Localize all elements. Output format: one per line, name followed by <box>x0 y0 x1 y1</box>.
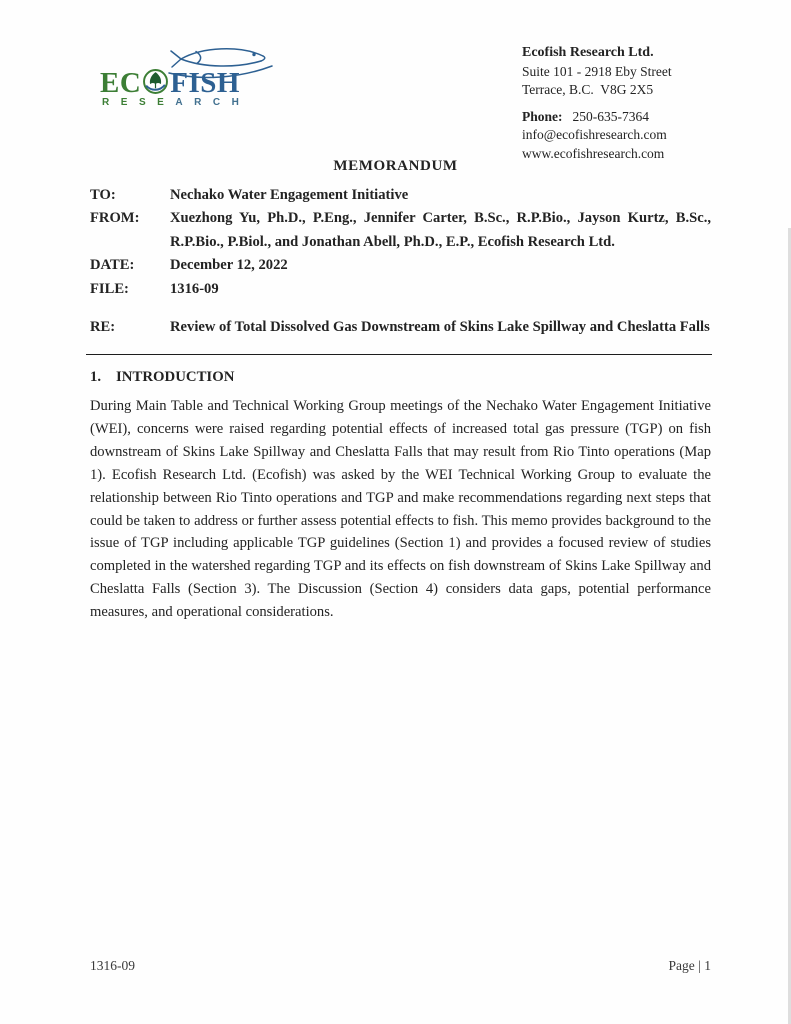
body-paragraph: During Main Table and Technical Working Group meetings of the Nechako Water Engagement Initiative (WEI), concerns were raised regarding potential effects of increased total gas pressure (TGP) on fish downstream of Skins Lake Spillway and Cheslatta Falls that may result from Rio Tinto operations (Map 1). Ecofish Research Ltd. (Ecofish) was asked by the WEI Technical Working Group to evaluate the relationship between Rio Tinto operations and TGP and make recommendations regarding next steps that could be taken to address or further assess potential effects to fish. This memo provides background to the issue of TGP including applicable TGP guidelines (Section 1) and provides a focused review of studies completed in the watershed regarding TGP and its effects on fish downstream of Skins Lake Spillway and Cheslatta Falls (Section 3). The Discussion (Section 4) considers data gaps, potential performance measures, and operational considerations. <box>90 398 711 621</box>
introduction-section <box>90 369 711 624</box>
address-line-2: Terrace, B.C. V8G 2X5 <box>522 82 654 97</box>
research-letter: R <box>194 97 202 108</box>
phone-row <box>522 108 717 127</box>
memo-row-from <box>90 207 711 254</box>
memo-row-to <box>90 184 711 207</box>
section-heading-text: INTRODUCTION <box>116 369 235 385</box>
memo-value: Nechako Water Engagement Initiative <box>170 187 409 203</box>
wordmark-eco-text: EC <box>100 67 142 99</box>
section-heading <box>90 369 711 386</box>
memo-label: FILE: <box>90 280 129 297</box>
memo-value: Xuezhong Yu, Ph.D., P.Eng., Jennifer Carter, B.Sc., R.P.Bio., Jayson Kurtz, B.Sc., R.P.Bio., P.Biol., and Jonathan Abell, Ph.D., E.P., Ecofish Research Ltd. <box>170 210 711 250</box>
research-letter: H <box>231 97 239 108</box>
address-line-1: Suite 101 - 2918 Eby Street <box>522 63 672 79</box>
wordmark-fish-text: FISH <box>170 67 240 99</box>
page-footer <box>90 958 711 974</box>
contact-block <box>522 44 717 163</box>
phone-label: Phone: <box>522 108 563 124</box>
horizontal-divider <box>86 354 712 355</box>
ecofish-wordmark <box>100 67 240 100</box>
research-letter: A <box>175 97 183 108</box>
memo-row-re <box>90 316 711 339</box>
memo-label: TO: <box>90 187 116 203</box>
memo-row-file <box>90 278 711 301</box>
memo-label: FROM: <box>90 210 140 227</box>
research-letter: R <box>102 97 110 108</box>
footer-file-number: 1316-09 <box>90 958 135 973</box>
memo-value: Review of Total Dissolved Gas Downstream of Skins Lake Spillway and Cheslatta Falls <box>170 319 710 336</box>
memo-value: 1316-09 <box>170 280 219 297</box>
phone-number: 250-635-7364 <box>572 108 649 124</box>
research-letter: E <box>120 97 128 108</box>
research-letter: S <box>138 97 146 108</box>
email-address: info@ecofishresearch.com <box>522 127 667 142</box>
research-letter: C <box>212 97 221 108</box>
footer-page-number: Page | 1 <box>668 958 711 973</box>
research-letter: E <box>157 97 164 108</box>
memo-label: RE: <box>90 319 116 336</box>
company-name: Ecofish Research Ltd. <box>522 45 654 60</box>
research-tagline <box>102 97 239 108</box>
memo-row-date <box>90 254 711 277</box>
memo-value: December 12, 2022 <box>170 257 288 274</box>
memo-header-block <box>90 184 711 339</box>
section-number: 1. <box>90 369 102 385</box>
website-url: www.ecofishresearch.com <box>522 145 665 161</box>
memo-title: MEMORANDUM <box>333 158 458 174</box>
memo-label: DATE: <box>90 257 135 274</box>
